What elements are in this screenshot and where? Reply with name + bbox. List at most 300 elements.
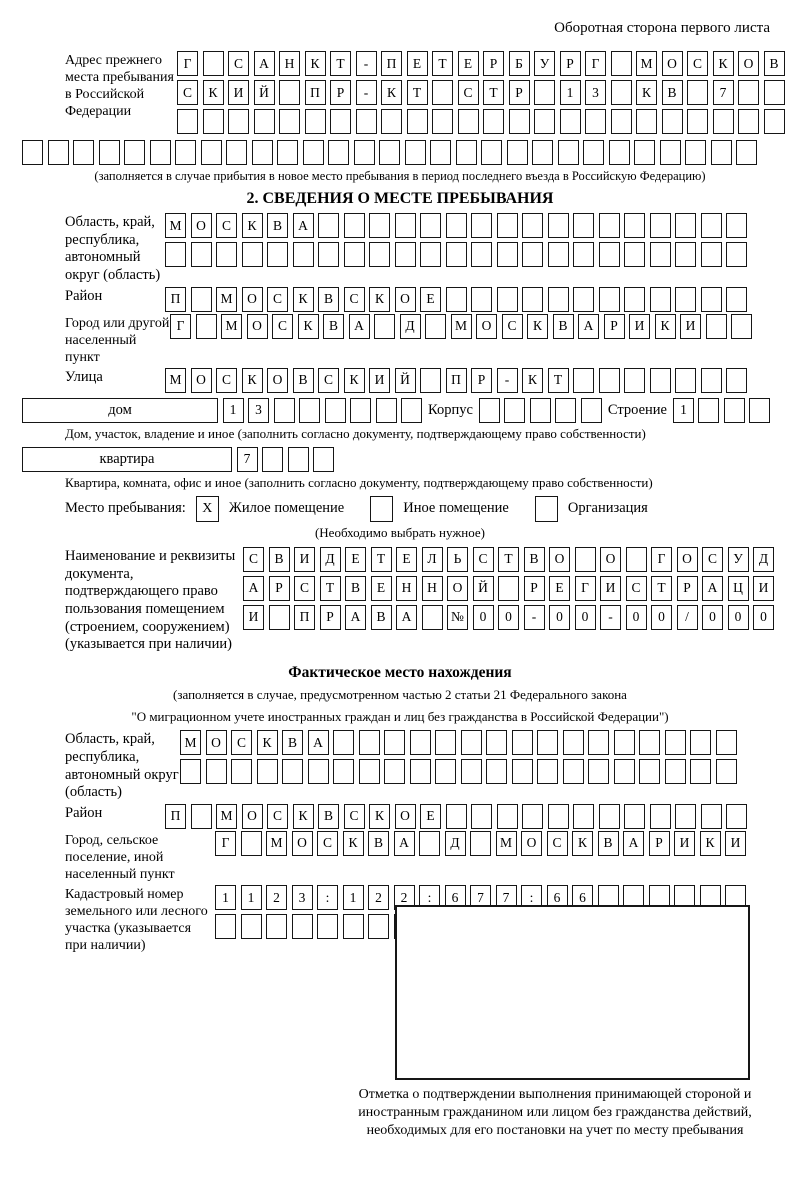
char-cell[interactable] bbox=[254, 109, 275, 134]
char-cell[interactable]: М bbox=[216, 804, 237, 829]
char-cell[interactable]: С bbox=[318, 368, 339, 393]
char-cell[interactable]: / bbox=[677, 605, 698, 630]
char-cell[interactable] bbox=[344, 213, 365, 238]
char-cell[interactable]: А bbox=[578, 314, 599, 339]
char-cell[interactable]: А bbox=[623, 831, 644, 856]
char-cell[interactable] bbox=[711, 140, 732, 165]
char-cell[interactable] bbox=[191, 287, 212, 312]
char-cell[interactable]: - bbox=[497, 368, 518, 393]
char-cell[interactable]: Й bbox=[395, 368, 416, 393]
char-cell[interactable] bbox=[99, 140, 120, 165]
char-cell[interactable] bbox=[486, 730, 507, 755]
char-cell[interactable] bbox=[216, 242, 237, 267]
char-cell[interactable]: Т bbox=[483, 80, 504, 105]
char-cell[interactable]: С bbox=[267, 287, 288, 312]
char-cell[interactable] bbox=[461, 759, 482, 784]
char-cell[interactable]: К bbox=[343, 831, 364, 856]
checkbox-inoe[interactable] bbox=[370, 496, 393, 522]
char-cell[interactable] bbox=[522, 213, 543, 238]
char-cell[interactable]: И bbox=[725, 831, 746, 856]
char-cell[interactable] bbox=[701, 368, 722, 393]
char-cell[interactable]: О bbox=[447, 576, 468, 601]
char-cell[interactable]: 1 bbox=[560, 80, 581, 105]
char-cell[interactable] bbox=[203, 51, 224, 76]
char-cell[interactable]: К bbox=[305, 51, 326, 76]
char-cell[interactable] bbox=[470, 831, 491, 856]
char-cell[interactable]: А bbox=[254, 51, 275, 76]
char-cell[interactable] bbox=[609, 140, 630, 165]
char-cell[interactable]: О bbox=[242, 287, 263, 312]
char-cell[interactable]: Т bbox=[498, 547, 519, 572]
char-cell[interactable]: Г bbox=[651, 547, 672, 572]
char-cell[interactable]: С bbox=[317, 831, 338, 856]
char-cell[interactable] bbox=[532, 140, 553, 165]
char-cell[interactable]: П bbox=[165, 804, 186, 829]
char-cell[interactable] bbox=[479, 398, 500, 423]
char-cell[interactable]: 7 bbox=[496, 885, 517, 910]
char-cell[interactable] bbox=[226, 140, 247, 165]
char-cell[interactable] bbox=[368, 914, 389, 939]
char-cell[interactable] bbox=[215, 914, 236, 939]
char-cell[interactable] bbox=[614, 730, 635, 755]
char-cell[interactable]: Д bbox=[445, 831, 466, 856]
char-cell[interactable] bbox=[497, 242, 518, 267]
char-cell[interactable]: В bbox=[524, 547, 545, 572]
char-cell[interactable]: К bbox=[572, 831, 593, 856]
char-cell[interactable]: - bbox=[600, 605, 621, 630]
confirmation-stamp-box[interactable] bbox=[395, 905, 750, 1080]
char-cell[interactable]: Т bbox=[330, 51, 351, 76]
char-cell[interactable]: С bbox=[344, 804, 365, 829]
char-cell[interactable]: У bbox=[534, 51, 555, 76]
char-cell[interactable]: Д bbox=[753, 547, 774, 572]
char-cell[interactable] bbox=[252, 140, 273, 165]
char-cell[interactable] bbox=[435, 759, 456, 784]
char-cell[interactable] bbox=[537, 730, 558, 755]
char-cell[interactable] bbox=[624, 287, 645, 312]
char-cell[interactable] bbox=[626, 547, 647, 572]
char-cell[interactable] bbox=[726, 804, 747, 829]
char-cell[interactable] bbox=[726, 287, 747, 312]
char-cell[interactable] bbox=[356, 109, 377, 134]
char-cell[interactable] bbox=[675, 242, 696, 267]
char-cell[interactable]: К bbox=[293, 287, 314, 312]
char-cell[interactable]: В bbox=[269, 547, 290, 572]
char-cell[interactable]: Р bbox=[320, 605, 341, 630]
char-cell[interactable]: В bbox=[368, 831, 389, 856]
char-cell[interactable]: 0 bbox=[626, 605, 647, 630]
char-cell[interactable]: О bbox=[191, 213, 212, 238]
char-cell[interactable]: В bbox=[282, 730, 303, 755]
dom-box[interactable]: дом bbox=[22, 398, 218, 423]
char-cell[interactable] bbox=[177, 109, 198, 134]
char-cell[interactable]: 2 bbox=[266, 885, 287, 910]
char-cell[interactable] bbox=[563, 730, 584, 755]
char-cell[interactable] bbox=[636, 109, 657, 134]
char-cell[interactable]: Е bbox=[407, 51, 428, 76]
char-cell[interactable]: Е bbox=[420, 287, 441, 312]
char-cell[interactable] bbox=[548, 213, 569, 238]
char-cell[interactable] bbox=[350, 398, 371, 423]
char-cell[interactable]: Г bbox=[215, 831, 236, 856]
char-cell[interactable]: С bbox=[272, 314, 293, 339]
char-cell[interactable] bbox=[573, 804, 594, 829]
char-cell[interactable] bbox=[231, 759, 252, 784]
char-cell[interactable] bbox=[726, 242, 747, 267]
char-cell[interactable] bbox=[650, 804, 671, 829]
char-cell[interactable]: И bbox=[369, 368, 390, 393]
char-cell[interactable]: К bbox=[522, 368, 543, 393]
char-cell[interactable]: М bbox=[266, 831, 287, 856]
char-cell[interactable] bbox=[583, 140, 604, 165]
char-cell[interactable]: Г bbox=[170, 314, 191, 339]
char-cell[interactable] bbox=[660, 140, 681, 165]
char-cell[interactable]: М bbox=[496, 831, 517, 856]
char-cell[interactable]: 6 bbox=[445, 885, 466, 910]
char-cell[interactable] bbox=[241, 831, 262, 856]
char-cell[interactable]: П bbox=[165, 287, 186, 312]
char-cell[interactable]: Р bbox=[677, 576, 698, 601]
char-cell[interactable] bbox=[471, 804, 492, 829]
char-cell[interactable]: В bbox=[323, 314, 344, 339]
char-cell[interactable] bbox=[419, 831, 440, 856]
char-cell[interactable] bbox=[279, 109, 300, 134]
checkbox-organizatsiya[interactable] bbox=[535, 496, 558, 522]
char-cell[interactable] bbox=[512, 759, 533, 784]
char-cell[interactable] bbox=[675, 213, 696, 238]
char-cell[interactable]: Е bbox=[396, 547, 417, 572]
char-cell[interactable]: О bbox=[476, 314, 497, 339]
char-cell[interactable] bbox=[410, 730, 431, 755]
char-cell[interactable] bbox=[726, 213, 747, 238]
char-cell[interactable] bbox=[374, 314, 395, 339]
char-cell[interactable]: К bbox=[242, 368, 263, 393]
char-cell[interactable]: Н bbox=[422, 576, 443, 601]
char-cell[interactable]: С bbox=[344, 287, 365, 312]
char-cell[interactable] bbox=[573, 287, 594, 312]
char-cell[interactable] bbox=[206, 759, 227, 784]
char-cell[interactable] bbox=[498, 576, 519, 601]
char-cell[interactable] bbox=[274, 398, 295, 423]
char-cell[interactable] bbox=[639, 730, 660, 755]
char-cell[interactable]: Н bbox=[396, 576, 417, 601]
char-cell[interactable]: О bbox=[600, 547, 621, 572]
char-cell[interactable] bbox=[425, 314, 446, 339]
char-cell[interactable] bbox=[698, 398, 719, 423]
char-cell[interactable] bbox=[359, 730, 380, 755]
char-cell[interactable]: К bbox=[713, 51, 734, 76]
char-cell[interactable] bbox=[430, 140, 451, 165]
char-cell[interactable] bbox=[279, 80, 300, 105]
char-cell[interactable] bbox=[599, 287, 620, 312]
char-cell[interactable] bbox=[471, 287, 492, 312]
char-cell[interactable] bbox=[401, 398, 422, 423]
char-cell[interactable]: С bbox=[231, 730, 252, 755]
char-cell[interactable]: 6 bbox=[547, 885, 568, 910]
char-cell[interactable]: Р bbox=[524, 576, 545, 601]
char-cell[interactable] bbox=[303, 140, 324, 165]
char-cell[interactable] bbox=[690, 759, 711, 784]
char-cell[interactable]: К bbox=[257, 730, 278, 755]
char-cell[interactable] bbox=[611, 109, 632, 134]
char-cell[interactable] bbox=[461, 730, 482, 755]
char-cell[interactable] bbox=[675, 368, 696, 393]
char-cell[interactable] bbox=[191, 242, 212, 267]
char-cell[interactable]: В bbox=[318, 804, 339, 829]
char-cell[interactable] bbox=[497, 287, 518, 312]
char-cell[interactable] bbox=[328, 140, 349, 165]
char-cell[interactable] bbox=[308, 759, 329, 784]
char-cell[interactable]: 2 bbox=[394, 885, 415, 910]
char-cell[interactable] bbox=[530, 398, 551, 423]
char-cell[interactable] bbox=[471, 242, 492, 267]
char-cell[interactable]: Р bbox=[483, 51, 504, 76]
char-cell[interactable]: И bbox=[243, 605, 264, 630]
char-cell[interactable]: О bbox=[247, 314, 268, 339]
char-cell[interactable]: 3 bbox=[292, 885, 313, 910]
char-cell[interactable] bbox=[716, 730, 737, 755]
char-cell[interactable]: С bbox=[294, 576, 315, 601]
char-cell[interactable]: 0 bbox=[728, 605, 749, 630]
char-cell[interactable] bbox=[685, 140, 706, 165]
char-cell[interactable] bbox=[650, 287, 671, 312]
char-cell[interactable]: 0 bbox=[651, 605, 672, 630]
char-cell[interactable] bbox=[731, 314, 752, 339]
char-cell[interactable] bbox=[432, 109, 453, 134]
char-cell[interactable] bbox=[305, 109, 326, 134]
char-cell[interactable]: К bbox=[203, 80, 224, 105]
char-cell[interactable]: В bbox=[662, 80, 683, 105]
char-cell[interactable]: О bbox=[191, 368, 212, 393]
char-cell[interactable]: 1 bbox=[241, 885, 262, 910]
char-cell[interactable]: С bbox=[267, 804, 288, 829]
char-cell[interactable]: О bbox=[292, 831, 313, 856]
char-cell[interactable]: 2 bbox=[368, 885, 389, 910]
char-cell[interactable] bbox=[435, 730, 456, 755]
char-cell[interactable]: 0 bbox=[549, 605, 570, 630]
char-cell[interactable] bbox=[504, 398, 525, 423]
char-cell[interactable] bbox=[738, 80, 759, 105]
char-cell[interactable] bbox=[611, 80, 632, 105]
char-cell[interactable]: А bbox=[702, 576, 723, 601]
char-cell[interactable]: Р bbox=[330, 80, 351, 105]
char-cell[interactable] bbox=[764, 80, 785, 105]
char-cell[interactable]: К bbox=[655, 314, 676, 339]
char-cell[interactable] bbox=[573, 213, 594, 238]
char-cell[interactable] bbox=[522, 804, 543, 829]
char-cell[interactable]: П bbox=[305, 80, 326, 105]
char-cell[interactable]: О bbox=[242, 804, 263, 829]
char-cell[interactable]: К bbox=[344, 368, 365, 393]
char-cell[interactable] bbox=[318, 213, 339, 238]
char-cell[interactable] bbox=[662, 109, 683, 134]
char-cell[interactable]: М bbox=[216, 287, 237, 312]
char-cell[interactable]: К bbox=[298, 314, 319, 339]
char-cell[interactable] bbox=[624, 242, 645, 267]
char-cell[interactable]: 0 bbox=[473, 605, 494, 630]
char-cell[interactable]: Т bbox=[651, 576, 672, 601]
char-cell[interactable]: С bbox=[547, 831, 568, 856]
char-cell[interactable] bbox=[299, 398, 320, 423]
char-cell[interactable]: № bbox=[447, 605, 468, 630]
char-cell[interactable] bbox=[764, 109, 785, 134]
char-cell[interactable]: Ц bbox=[728, 576, 749, 601]
char-cell[interactable]: - bbox=[524, 605, 545, 630]
char-cell[interactable] bbox=[650, 213, 671, 238]
char-cell[interactable] bbox=[201, 140, 222, 165]
char-cell[interactable]: Т bbox=[371, 547, 392, 572]
char-cell[interactable] bbox=[512, 730, 533, 755]
char-cell[interactable] bbox=[701, 242, 722, 267]
char-cell[interactable] bbox=[713, 109, 734, 134]
char-cell[interactable] bbox=[262, 447, 283, 472]
char-cell[interactable]: И bbox=[600, 576, 621, 601]
char-cell[interactable] bbox=[624, 368, 645, 393]
char-cell[interactable] bbox=[599, 804, 620, 829]
char-cell[interactable] bbox=[379, 140, 400, 165]
char-cell[interactable]: 0 bbox=[498, 605, 519, 630]
char-cell[interactable]: Ь bbox=[447, 547, 468, 572]
char-cell[interactable]: : bbox=[419, 885, 440, 910]
char-cell[interactable] bbox=[257, 759, 278, 784]
char-cell[interactable]: 7 bbox=[470, 885, 491, 910]
char-cell[interactable] bbox=[395, 242, 416, 267]
char-cell[interactable] bbox=[483, 109, 504, 134]
char-cell[interactable]: М bbox=[451, 314, 472, 339]
char-cell[interactable] bbox=[150, 140, 171, 165]
char-cell[interactable]: П bbox=[446, 368, 467, 393]
char-cell[interactable] bbox=[726, 368, 747, 393]
char-cell[interactable]: О bbox=[677, 547, 698, 572]
char-cell[interactable] bbox=[560, 109, 581, 134]
char-cell[interactable]: К bbox=[369, 287, 390, 312]
char-cell[interactable] bbox=[534, 109, 555, 134]
char-cell[interactable] bbox=[749, 398, 770, 423]
char-cell[interactable]: С bbox=[216, 213, 237, 238]
char-cell[interactable]: Р bbox=[471, 368, 492, 393]
char-cell[interactable] bbox=[558, 140, 579, 165]
char-cell[interactable] bbox=[624, 804, 645, 829]
char-cell[interactable] bbox=[675, 804, 696, 829]
char-cell[interactable] bbox=[267, 242, 288, 267]
char-cell[interactable]: И bbox=[294, 547, 315, 572]
char-cell[interactable] bbox=[614, 759, 635, 784]
char-cell[interactable]: С bbox=[216, 368, 237, 393]
char-cell[interactable]: В bbox=[553, 314, 574, 339]
char-cell[interactable] bbox=[471, 213, 492, 238]
char-cell[interactable]: И bbox=[753, 576, 774, 601]
char-cell[interactable]: К bbox=[700, 831, 721, 856]
char-cell[interactable]: С bbox=[177, 80, 198, 105]
char-cell[interactable]: Т bbox=[407, 80, 428, 105]
char-cell[interactable] bbox=[611, 51, 632, 76]
char-cell[interactable] bbox=[706, 314, 727, 339]
char-cell[interactable] bbox=[446, 242, 467, 267]
char-cell[interactable]: М bbox=[165, 368, 186, 393]
char-cell[interactable]: И bbox=[228, 80, 249, 105]
char-cell[interactable] bbox=[599, 213, 620, 238]
char-cell[interactable]: 1 bbox=[215, 885, 236, 910]
char-cell[interactable]: 1 bbox=[343, 885, 364, 910]
char-cell[interactable] bbox=[420, 213, 441, 238]
char-cell[interactable]: С bbox=[626, 576, 647, 601]
char-cell[interactable] bbox=[282, 759, 303, 784]
char-cell[interactable] bbox=[581, 398, 602, 423]
char-cell[interactable]: О bbox=[395, 287, 416, 312]
char-cell[interactable]: 3 bbox=[585, 80, 606, 105]
char-cell[interactable] bbox=[665, 759, 686, 784]
char-cell[interactable] bbox=[384, 730, 405, 755]
char-cell[interactable]: О bbox=[206, 730, 227, 755]
char-cell[interactable]: А bbox=[293, 213, 314, 238]
char-cell[interactable] bbox=[701, 287, 722, 312]
char-cell[interactable] bbox=[175, 140, 196, 165]
char-cell[interactable] bbox=[481, 140, 502, 165]
char-cell[interactable] bbox=[507, 140, 528, 165]
char-cell[interactable] bbox=[675, 287, 696, 312]
char-cell[interactable] bbox=[548, 804, 569, 829]
char-cell[interactable] bbox=[317, 914, 338, 939]
char-cell[interactable] bbox=[354, 140, 375, 165]
char-cell[interactable]: К bbox=[527, 314, 548, 339]
char-cell[interactable] bbox=[548, 242, 569, 267]
char-cell[interactable] bbox=[555, 398, 576, 423]
char-cell[interactable]: - bbox=[356, 51, 377, 76]
char-cell[interactable]: С bbox=[687, 51, 708, 76]
char-cell[interactable]: А bbox=[349, 314, 370, 339]
char-cell[interactable]: : bbox=[317, 885, 338, 910]
char-cell[interactable]: П bbox=[381, 51, 402, 76]
char-cell[interactable] bbox=[497, 804, 518, 829]
char-cell[interactable]: 1 bbox=[223, 398, 244, 423]
char-cell[interactable] bbox=[537, 759, 558, 784]
char-cell[interactable]: А bbox=[396, 605, 417, 630]
char-cell[interactable]: Б bbox=[509, 51, 530, 76]
char-cell[interactable] bbox=[196, 314, 217, 339]
char-cell[interactable] bbox=[456, 140, 477, 165]
char-cell[interactable] bbox=[22, 140, 43, 165]
char-cell[interactable] bbox=[563, 759, 584, 784]
char-cell[interactable] bbox=[687, 109, 708, 134]
char-cell[interactable] bbox=[269, 605, 290, 630]
char-cell[interactable] bbox=[359, 759, 380, 784]
char-cell[interactable]: Е bbox=[458, 51, 479, 76]
char-cell[interactable]: К bbox=[293, 804, 314, 829]
char-cell[interactable]: 0 bbox=[702, 605, 723, 630]
char-cell[interactable] bbox=[701, 213, 722, 238]
char-cell[interactable] bbox=[405, 140, 426, 165]
char-cell[interactable]: Д bbox=[320, 547, 341, 572]
char-cell[interactable] bbox=[548, 287, 569, 312]
char-cell[interactable] bbox=[266, 914, 287, 939]
char-cell[interactable] bbox=[242, 242, 263, 267]
char-cell[interactable] bbox=[395, 213, 416, 238]
char-cell[interactable]: Р bbox=[560, 51, 581, 76]
char-cell[interactable] bbox=[277, 140, 298, 165]
char-cell[interactable]: Р bbox=[604, 314, 625, 339]
char-cell[interactable]: А bbox=[345, 605, 366, 630]
char-cell[interactable]: В bbox=[764, 51, 785, 76]
char-cell[interactable] bbox=[573, 368, 594, 393]
char-cell[interactable] bbox=[48, 140, 69, 165]
char-cell[interactable] bbox=[165, 242, 186, 267]
char-cell[interactable] bbox=[534, 80, 555, 105]
char-cell[interactable] bbox=[573, 242, 594, 267]
char-cell[interactable]: М bbox=[180, 730, 201, 755]
char-cell[interactable] bbox=[410, 759, 431, 784]
char-cell[interactable]: О bbox=[549, 547, 570, 572]
char-cell[interactable] bbox=[690, 730, 711, 755]
